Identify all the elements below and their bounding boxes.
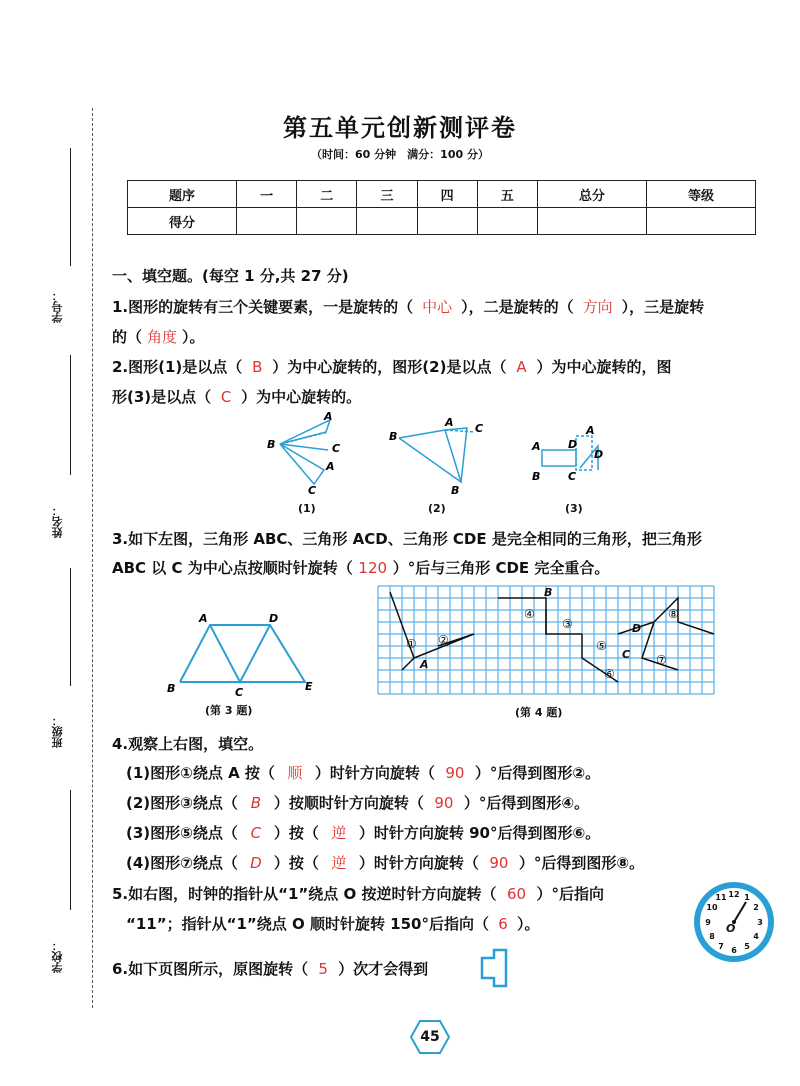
q1-text: 的（ (112, 328, 143, 346)
svg-text:A: A (199, 612, 208, 625)
score-cell: 得分 (128, 208, 237, 235)
student-no-label: 学号： (51, 290, 64, 323)
score-input-cell[interactable] (357, 208, 417, 235)
q5-line1 (112, 883, 604, 904)
answer: 90 (445, 764, 465, 782)
figure-number-label: ② (438, 633, 449, 647)
q3-text: 3.如下左图，三角形 ABC、三角形 ACD、三角形 CDE 是完全相同的三角形，把三角形 (112, 530, 702, 548)
svg-text:E: E (305, 680, 313, 693)
answer: 逆 (331, 824, 347, 842)
q2-caption-2: (2) (428, 502, 446, 515)
svg-text:7: 7 (718, 942, 724, 951)
answer: 90 (489, 854, 509, 872)
score-cell: 二 (297, 181, 357, 208)
q4-text: (4)图形⑦绕点（ (126, 854, 238, 872)
score-input-cell[interactable] (237, 208, 297, 235)
svg-text:D: D (594, 448, 604, 461)
svg-text:2: 2 (753, 903, 759, 912)
answer: A (516, 358, 527, 376)
answer: C (220, 388, 232, 406)
q2-line2 (112, 386, 361, 407)
svg-text:6: 6 (731, 946, 737, 955)
score-input-cell[interactable] (477, 208, 537, 235)
q4-text: ）按（ (273, 824, 319, 842)
q4-row-2 (126, 792, 589, 813)
q1-text: ），二是旋转的（ (461, 298, 574, 316)
figure-point-label: A (420, 658, 429, 671)
figure-point-label: B (544, 586, 553, 599)
q2-caption-1: (1) (298, 502, 316, 515)
svg-text:A: A (445, 416, 454, 429)
score-table-score-row (128, 208, 756, 235)
q4-caption: (第 4 题) (515, 706, 563, 719)
svg-text:D: D (568, 438, 578, 451)
figure-number-label: ⑤ (596, 639, 607, 653)
score-cell: 五 (477, 181, 537, 208)
svg-text:D: D (269, 612, 279, 625)
svg-text:A: A (532, 440, 541, 453)
svg-text:4: 4 (753, 932, 759, 941)
q3-text: ）°后与三角形 CDE 完全重合。 (392, 559, 610, 577)
answer: 120 (358, 559, 388, 577)
q4-text: ）按（ (273, 854, 319, 872)
q5-line2 (126, 913, 540, 934)
q6-text: 6.如下页图所示，原图旋转（ (112, 960, 309, 978)
answer: D (250, 854, 262, 872)
sidebar-rule-4 (70, 790, 71, 910)
svg-text:C: C (568, 470, 577, 483)
svg-text:C: C (475, 422, 484, 435)
score-cell: 四 (417, 181, 477, 208)
q4-text: ）时针方向旋转 90°后得到图形⑥。 (358, 824, 601, 842)
q4-text: ）按顺时针方向旋转（ (273, 794, 424, 812)
q5-text: 5.如右图，时钟的指针从“1”绕点 O 按逆时针方向旋转（ (112, 885, 497, 903)
page-title: 第五单元创新测评卷 (283, 114, 517, 142)
q5-text: ）。 (516, 915, 540, 933)
svg-text:A: A (326, 460, 335, 473)
q3-text: ABC 以 C 为中心点按顺时针旋转（ (112, 559, 353, 577)
sidebar-rule-3 (70, 568, 71, 686)
q1-text: 1.图形的旋转有三个关键要素，一是旋转的（ (112, 298, 414, 316)
q2-line1 (112, 356, 671, 377)
score-cell: 总分 (537, 181, 646, 208)
svg-text:C: C (235, 686, 244, 699)
name-label: 姓名： (51, 505, 64, 538)
score-cell: 题序 (128, 181, 237, 208)
q5-text: “11”；指针从“1”绕点 O 顺时针旋转 150°后指向（ (126, 915, 489, 933)
q1-line2 (112, 326, 205, 347)
q2-caption-3: (3) (565, 502, 583, 515)
q3-figure (165, 610, 325, 700)
answer: 角度 (147, 328, 178, 346)
q3-line2 (112, 557, 609, 578)
q4-text: (2)图形③绕点（ (126, 794, 238, 812)
figure-number-label: ④ (524, 607, 535, 621)
q4-text: ）°后得到图形⑧。 (518, 854, 645, 872)
sidebar-rule-top (70, 148, 71, 266)
q3-caption: (第 3 题) (205, 704, 253, 717)
q4-text: ）°后得到图形④。 (463, 794, 590, 812)
sidebar-rule-2 (70, 355, 71, 475)
q4-text: (1)图形①绕点 A 按（ (126, 764, 275, 782)
q4-intro: 4.观察上右图，填空。 (112, 735, 264, 753)
figure-number-label: ① (406, 637, 417, 651)
svg-text:12: 12 (728, 890, 740, 899)
score-cell: 等级 (646, 181, 755, 208)
svg-text:10: 10 (706, 903, 718, 912)
answer: 中心 (422, 298, 453, 316)
q1-text: ）。 (182, 328, 205, 346)
q2-text: ）为中心旋转的，图 (536, 358, 672, 376)
q6-line (112, 958, 428, 979)
answer: B (250, 794, 261, 812)
answer: 6 (498, 915, 508, 933)
svg-text:A: A (324, 410, 333, 423)
figure-number-label: ⑥ (604, 667, 615, 681)
score-input-cell[interactable] (537, 208, 646, 235)
svg-text:C: C (308, 484, 317, 497)
q6-text: ）次才会得到 (338, 960, 429, 978)
q2-figure-1 (262, 410, 352, 500)
answer: 顺 (287, 764, 303, 782)
q4-text: ）时针方向旋转（ (314, 764, 435, 782)
q4-row-4 (126, 852, 644, 873)
figure-number-label: ③ (562, 617, 573, 631)
svg-text:O: O (726, 922, 736, 935)
answer: 90 (434, 794, 454, 812)
q5-text: ）°后指向 (536, 885, 605, 903)
answer: B (252, 358, 263, 376)
answer: 5 (318, 960, 328, 978)
class-label: 班级： (51, 715, 64, 748)
svg-text:A: A (586, 424, 595, 437)
q2-figure-2 (385, 410, 495, 500)
figure-point-label: C (622, 648, 631, 661)
q1-text: ），三是旋转 (621, 298, 705, 316)
q4-text: ）时针方向旋转（ (358, 854, 479, 872)
svg-text:5: 5 (744, 942, 750, 951)
score-cell: 三 (357, 181, 417, 208)
svg-text:B: B (389, 430, 398, 443)
q2-text: 2.图形(1)是以点（ (112, 358, 243, 376)
q4-row-1 (126, 762, 600, 783)
svg-text:B: B (267, 438, 276, 451)
q4-grid-figure (378, 586, 714, 694)
score-input-cell[interactable] (297, 208, 357, 235)
svg-text:11: 11 (715, 893, 727, 902)
q1-line1 (112, 296, 704, 317)
answer: 60 (506, 885, 527, 903)
q2-figure-3 (528, 420, 618, 510)
section-heading: 一、填空题。(每空 1 分,共 27 分) (112, 267, 349, 285)
score-input-cell[interactable] (646, 208, 755, 235)
answer: 方向 (582, 298, 613, 316)
score-table-header-row (128, 181, 756, 208)
binding-line (92, 108, 93, 1008)
q2-text: 形(3)是以点（ (112, 388, 212, 406)
svg-text:B: B (532, 470, 541, 483)
answer: 逆 (331, 854, 347, 872)
svg-text:3: 3 (757, 918, 763, 927)
svg-text:B: B (167, 682, 176, 695)
score-cell: 一 (237, 181, 297, 208)
q3-line1 (112, 528, 702, 549)
school-label: 学校： (51, 940, 64, 973)
clock-figure (692, 880, 776, 964)
q4-text: ）°后得到图形②。 (474, 764, 601, 782)
q6-shape-icon (480, 948, 516, 988)
figure-number-label: ⑧ (668, 607, 679, 621)
q4-row-3 (126, 822, 600, 843)
q4-text: (3)图形⑤绕点（ (126, 824, 238, 842)
page-subtitle: （时间：60 分钟 满分：100 分） (311, 148, 489, 161)
svg-text:9: 9 (705, 918, 711, 927)
answer: C (250, 824, 262, 842)
svg-text:C: C (332, 442, 341, 455)
figure-number-label: ⑦ (656, 653, 667, 667)
page-number: 45 (420, 1029, 440, 1045)
score-input-cell[interactable] (417, 208, 477, 235)
q2-text: ）为中心旋转的。 (241, 388, 362, 406)
svg-text:B: B (451, 484, 460, 497)
figure-point-label: D (632, 622, 642, 635)
q2-text: ）为中心旋转的，图形(2)是以点（ (272, 358, 507, 376)
svg-text:8: 8 (709, 932, 715, 941)
svg-text:1: 1 (744, 893, 750, 902)
score-table (127, 180, 756, 235)
